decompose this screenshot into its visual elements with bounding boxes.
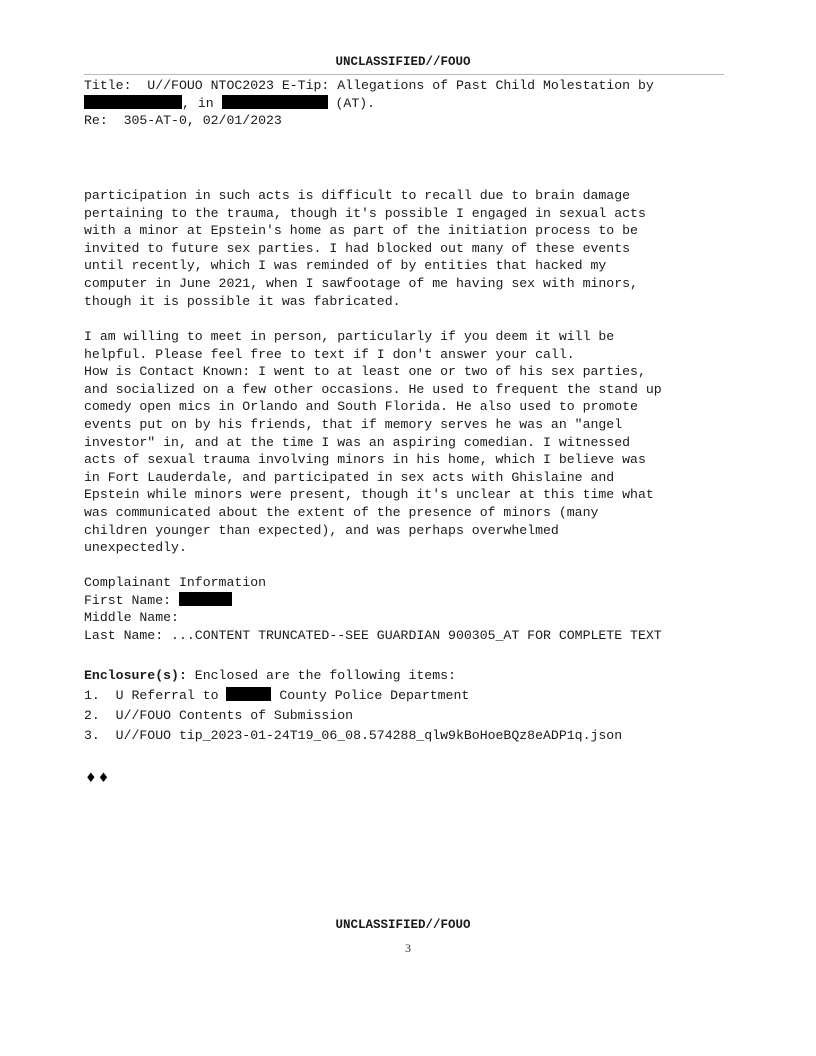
- text-line: I am willing to meet in person, particularly if you deem it will be: [84, 329, 615, 344]
- page-number: 3: [405, 941, 411, 955]
- enclosure-text-pre: U Referral to: [115, 688, 227, 703]
- enclosure-item: [84, 686, 622, 706]
- text-line: children younger than expected), and was perhaps overwhelmed: [84, 522, 559, 538]
- text-line: invited to future sex parties. I had blocked out many of these events: [84, 240, 631, 256]
- text-line: events put on by his friends, that if memory serves he was an "angel: [84, 416, 623, 432]
- enclosures-block: [84, 666, 622, 746]
- classification-banner-top: UNCLASSIFIED//FOUO: [335, 55, 471, 69]
- enclosures-intro: [84, 666, 622, 686]
- text-line: in Fort Lauderdale, and participated in sex acts with Ghislaine and: [84, 469, 615, 485]
- title-line-1: Title: U//FOUO NTOC2023 E-Tip: Allegations of Past Child Molestation by: [84, 78, 654, 93]
- title-line-2-end: (AT).: [327, 95, 376, 111]
- text-line: Epstein while minors were present, though it's unclear at this time what: [84, 487, 654, 503]
- enclosure-number: 3.: [84, 728, 100, 743]
- middle-name-line: Middle Name:: [84, 610, 179, 626]
- text-line: pertaining to the trauma, though it's possible I engaged in sexual acts: [84, 205, 646, 221]
- paragraph-1: [84, 187, 646, 310]
- first-name-label: First Name:: [84, 592, 179, 608]
- re-line: Re: 305-AT-0, 02/01/2023: [84, 113, 282, 129]
- redaction-block: [179, 592, 232, 606]
- text-line: acts of sexual trauma involving minors in his home, which I believe was: [84, 452, 646, 468]
- classification-banner-bottom: UNCLASSIFIED//FOUO: [335, 918, 471, 932]
- text-line: investor" in, and at the time I was an aspiring comedian. I witnessed: [84, 434, 631, 450]
- enclosure-number: 1.: [84, 688, 100, 703]
- title-line-2-mid: , in: [182, 95, 222, 111]
- enclosures-intro-text: Enclosed are the following items:: [186, 668, 456, 683]
- complainant-heading: Complainant Information: [84, 575, 267, 590]
- enclosure-item: [84, 726, 622, 746]
- first-name-line: [84, 592, 662, 610]
- text-line: How is Contact Known: I went to at least one or two of his sex parties,: [84, 364, 646, 380]
- header-block: [84, 74, 724, 130]
- enclosures-label: Enclosure(s):: [84, 668, 187, 683]
- enclosure-number: 2.: [84, 708, 100, 723]
- text-line: until recently, which I was reminded of by entities that hacked my: [84, 258, 607, 274]
- text-line: computer in June 2021, when I sawfootage of me having sex with minors,: [84, 275, 638, 291]
- text-line: unexpectedly.: [84, 540, 187, 556]
- text-line: was communicated about the extent of the presence of minors (many: [84, 504, 599, 520]
- text-line: though it is possible it was fabricated.: [84, 293, 401, 309]
- paragraph-2: [84, 328, 662, 557]
- last-name-line: Last Name: ...CONTENT TRUNCATED--SEE GUARDIAN 900305_AT FOR COMPLETE TEXT: [84, 627, 662, 643]
- redaction-block: [84, 95, 182, 109]
- enclosure-text: U//FOUO tip_2023-01-24T19_06_08.574288_qlw9kBoHoeBQz8eADP1q.json: [115, 728, 623, 743]
- enclosure-text-post: County Police Department: [271, 688, 470, 703]
- text-line: with a minor at Epstein's home as part of the initiation process to be: [84, 223, 638, 239]
- text-line: comedy open mics in Orlando and South Florida. He also used to promote: [84, 399, 638, 415]
- end-of-document-marker: ♦♦: [85, 771, 111, 786]
- redaction-block: [222, 95, 328, 109]
- title-line-2: [84, 95, 724, 113]
- complainant-information: [84, 574, 662, 644]
- text-line: and socialized on a few other occasions. He used to frequent the stand up: [84, 381, 662, 397]
- enclosure-text: U//FOUO Contents of Submission: [115, 708, 354, 723]
- text-line: helpful. Please feel free to text if I don't answer your call.: [84, 346, 575, 362]
- redaction-block: [226, 687, 271, 701]
- enclosure-item: [84, 706, 622, 726]
- text-line: participation in such acts is difficult to recall due to brain damage: [84, 188, 631, 203]
